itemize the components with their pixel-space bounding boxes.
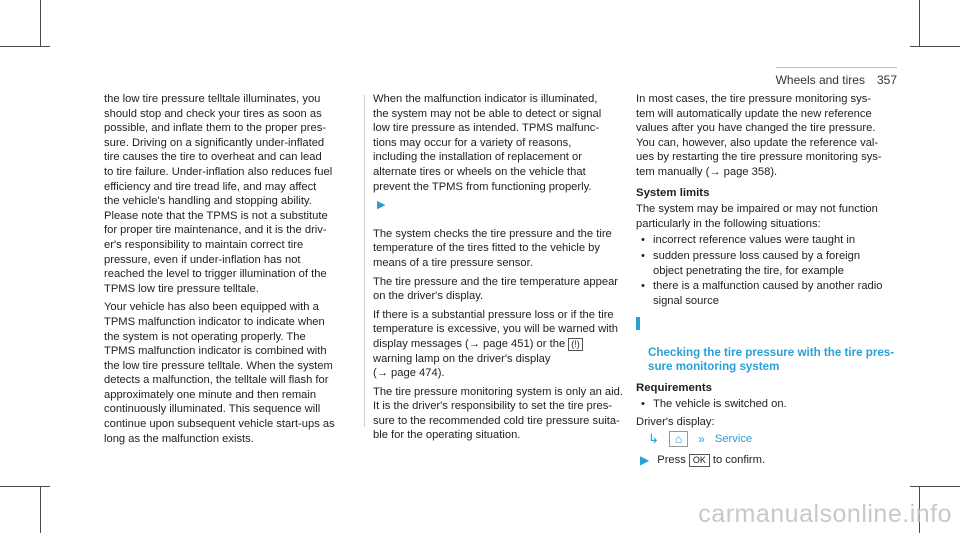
action-arrow-icon: ▶ bbox=[640, 453, 650, 468]
column-2 bbox=[373, 92, 623, 447]
page-header bbox=[776, 73, 897, 87]
menu-path bbox=[648, 431, 898, 447]
crop-mark bbox=[0, 486, 50, 487]
crop-mark bbox=[910, 486, 960, 487]
step-text bbox=[657, 453, 765, 468]
action-step bbox=[640, 453, 898, 468]
paragraph: Your vehicle has also been equipped with a TPMS malfunction indicator to indicate when the system is not operating properly. The TPMS malfunction indicator is combined with the low tire pressure telltale. When the system detects a malfunction, the telltale will flash for approximately one minute and then remain continuously illuminated. This sequence will continue upon subsequent vehicle start-ups as long as the malfunction exists. bbox=[104, 301, 335, 445]
enter-arrow-icon: ↳ bbox=[648, 431, 659, 447]
paragraph bbox=[636, 92, 898, 180]
service-menu-item[interactable]: Service bbox=[714, 433, 753, 446]
limits-list bbox=[636, 233, 898, 308]
page-reference-link[interactable]: → page 474). bbox=[376, 367, 445, 380]
continue-arrow-icon: ▶ bbox=[377, 199, 386, 212]
ok-button[interactable]: OK bbox=[689, 454, 710, 467]
crop-mark bbox=[910, 46, 960, 47]
section-title bbox=[636, 316, 898, 374]
crop-mark bbox=[0, 46, 50, 47]
paragraph: The tire pressure monitoring system is only an aid. It is the driver's responsibility to set the tire pres- sure to the recommended cold tire pressure suita- ble for the operating situation. bbox=[373, 385, 623, 442]
paragraph bbox=[373, 308, 623, 381]
display-label: Driver's display: bbox=[636, 415, 715, 428]
list-item: • there is a malfunction caused by another radio signal source bbox=[636, 279, 898, 308]
column-divider bbox=[364, 95, 365, 427]
list-item: • sudden pressure loss caused by a foreign object penetrating the tire, for example bbox=[636, 249, 898, 278]
header-rule bbox=[776, 67, 897, 68]
page-reference-link[interactable]: → page 451) or the bbox=[468, 337, 569, 350]
press-label: Press bbox=[657, 454, 686, 467]
double-chevron-icon: » bbox=[698, 432, 705, 447]
crop-mark bbox=[919, 0, 920, 47]
crop-mark bbox=[40, 0, 41, 47]
heading-system-limits: System limits bbox=[636, 186, 710, 199]
page-reference-link[interactable]: → page 358). bbox=[709, 165, 778, 178]
paragraph: The system checks the tire pressure and the tire temperature of the tires fitted to the vehicle by means of a tire pressure sensor. bbox=[373, 227, 612, 269]
text: warning lamp on the driver's display ( bbox=[373, 352, 551, 380]
watermark: carmanualsonline.info bbox=[698, 500, 952, 528]
column-3 bbox=[636, 92, 898, 468]
list-item: • The vehicle is switched on. bbox=[636, 397, 898, 412]
paragraph: When the malfunction indicator is illuminated, the system may not be able to detect or signal low tire pressure as intended. TPMS malfunc- tions may occur for a variety of reasons, including the installation of replacement or alternate tires or wheels on the vehicle that prevent the TPMS from functioning properly. bbox=[373, 93, 602, 193]
section-title-text: Checking the tire pressure with the tire pres- sure monitoring system bbox=[648, 345, 895, 374]
text: In most cases, the tire pressure monitoring sys- tem will automatically update the new reference values after you have changed the tire pressure. You can, however, also update the reference val- ues by restarting the tire pressure monitoring sys- tem manually ( bbox=[636, 93, 882, 178]
paragraph: the low tire pressure telltale illuminates, you should stop and check your tires as soon as possible, and inflate them to the proper pres- sure. Driving on a significantly under-inflated tire causes the tire to overheat and can lead to tire failure. Under-inflation also reduces fuel efficiency and tire tread life, and may affect the vehicle's handling and stopping ability. Please note that the TPMS is not a substitute for proper tire maintenance, and it is the driv- er's responsibility to maintain correct tire pressure, even if under-inflation has not reached the level to trigger illumination of the TPMS low tire pressure telltale. bbox=[104, 93, 333, 295]
heading-requirements: Requirements bbox=[636, 381, 712, 394]
section-bar-icon bbox=[636, 317, 640, 330]
crop-mark bbox=[40, 486, 41, 533]
column-1 bbox=[104, 92, 349, 450]
tire-pressure-warning-icon: (!) bbox=[568, 338, 583, 351]
section-name: Wheels and tires bbox=[775, 73, 865, 87]
paragraph: The system may be impaired or may not function particularly in the following situations: bbox=[636, 203, 878, 230]
page-number: 357 bbox=[876, 73, 897, 87]
list-item: • incorrect reference values were taught in bbox=[636, 233, 898, 248]
home-icon: ⌂ bbox=[669, 431, 688, 447]
requirements-list bbox=[636, 397, 898, 412]
text: If there is a substantial pressure loss or if the tire temperature is excessive, you will be warned with display messages ( bbox=[373, 308, 618, 350]
paragraph: The tire pressure and the tire temperature appear on the driver's display. bbox=[373, 275, 619, 303]
confirm-label: to confirm. bbox=[712, 454, 766, 467]
